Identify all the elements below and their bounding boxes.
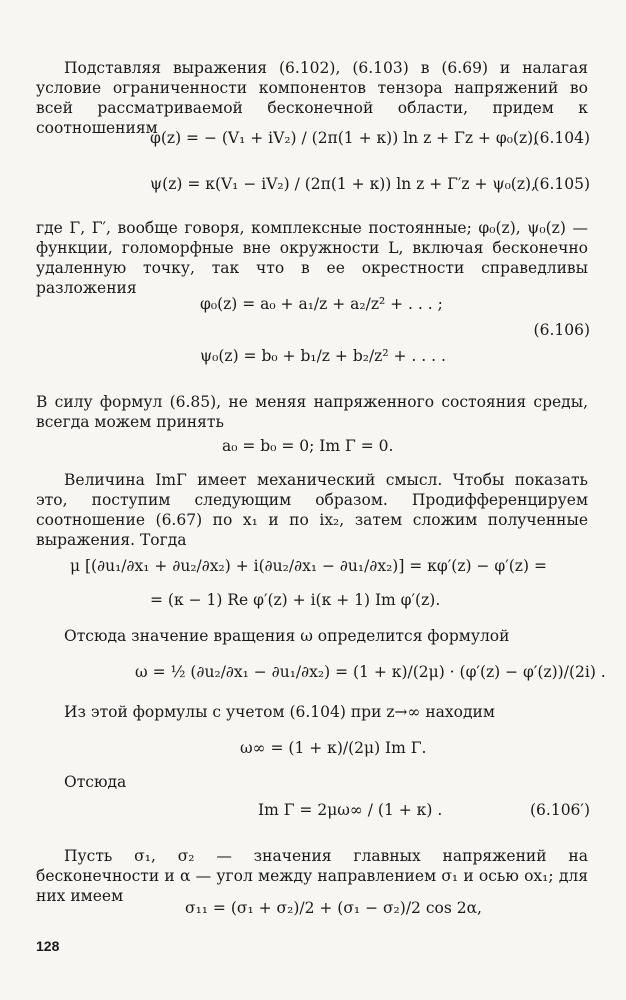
paragraph-im-gamma: Величина ImΓ имеет механический смысл. Чтобы показать это, поступим следующим образом. Продифференцируем соотношение (6.67) по x₁ и по ix₂, затем сложим полученные выражения. Тогда bbox=[36, 471, 588, 549]
paragraph-formulas-685: В силу формул (6.85), не меняя напряженного состояния среды, всегда можем принять bbox=[36, 393, 588, 431]
paragraph-principal-stresses: Пусть σ₁, σ₂ — значения главных напряжений на бесконечности и α — угол между направлением σ₁ и осью ox₁; для них имеем bbox=[36, 847, 588, 905]
equation-6-106-psi: ψ₀(z) = b₀ + b₁/z + b₂/z² + . . . . bbox=[200, 347, 446, 365]
paragraph-rotation: Отсюда значение вращения ω определится формулой bbox=[64, 627, 510, 645]
equation-6-106-phi: φ₀(z) = a₀ + a₁/z + a₂/z² + . . . ; bbox=[200, 295, 443, 313]
paragraph-hence: Отсюда bbox=[64, 773, 127, 791]
paragraph-intro: Подставляя выражения (6.102), (6.103) в (6.69) и налагая условие ограниченности компонентов тензора напряжений во всей рассматриваемой бесконечной области, придем к соотношениям bbox=[36, 59, 588, 137]
equation-number-6-106: (6.106) bbox=[533, 321, 590, 339]
paragraph-constants: где Γ, Γ′, вообще говоря, комплексные постоянные; φ₀(z), ψ₀(z) — функции, голоморфные вне окружности L, включая бесконечно удаленную точку, так что в ее окрестности справедливы разложения bbox=[36, 219, 588, 297]
equation-number-6-106-prime: (6.106′) bbox=[530, 801, 590, 819]
equation-6-104: φ(z) = − (V₁ + iV₂) / (2π(1 + κ)) ln z + Γz + φ₀(z), bbox=[150, 129, 539, 147]
equation-number-6-105: (6.105) bbox=[533, 175, 590, 193]
equation-derivative-sum: μ [(∂u₁/∂x₁ + ∂u₂/∂x₂) + i(∂u₂/∂x₁ − ∂u₁/∂x₂)] = κφ′(z) − φ′(z) = bbox=[70, 557, 547, 575]
equation-zero-constants: a₀ = b₀ = 0; Im Γ = 0. bbox=[222, 437, 394, 455]
paragraph-z-infinity: Из этой формулы с учетом (6.104) при z→∞ находим bbox=[64, 703, 495, 721]
equation-rotation-infinity: ω∞ = (1 + κ)/(2μ) Im Γ. bbox=[240, 739, 427, 757]
equation-6-105: ψ(z) = κ(V₁ − iV₂) / (2π(1 + κ)) ln z + Γ′z + ψ₀(z), bbox=[150, 175, 536, 193]
page-number: 128 bbox=[36, 938, 60, 954]
equation-rotation: ω = ½ (∂u₂/∂x₁ − ∂u₁/∂x₂) = (1 + κ)/(2μ) · (φ′(z) − φ′(z))/(2i) . bbox=[135, 663, 606, 681]
equation-6-106-prime: Im Γ = 2μω∞ / (1 + κ) . bbox=[258, 801, 443, 819]
equation-derivative-result: = (κ − 1) Re φ′(z) + i(κ + 1) Im φ′(z). bbox=[150, 591, 441, 609]
equation-sigma-11: σ₁₁ = (σ₁ + σ₂)/2 + (σ₁ − σ₂)/2 cos 2α, bbox=[185, 899, 482, 917]
equation-number-6-104: (6.104) bbox=[533, 129, 590, 147]
